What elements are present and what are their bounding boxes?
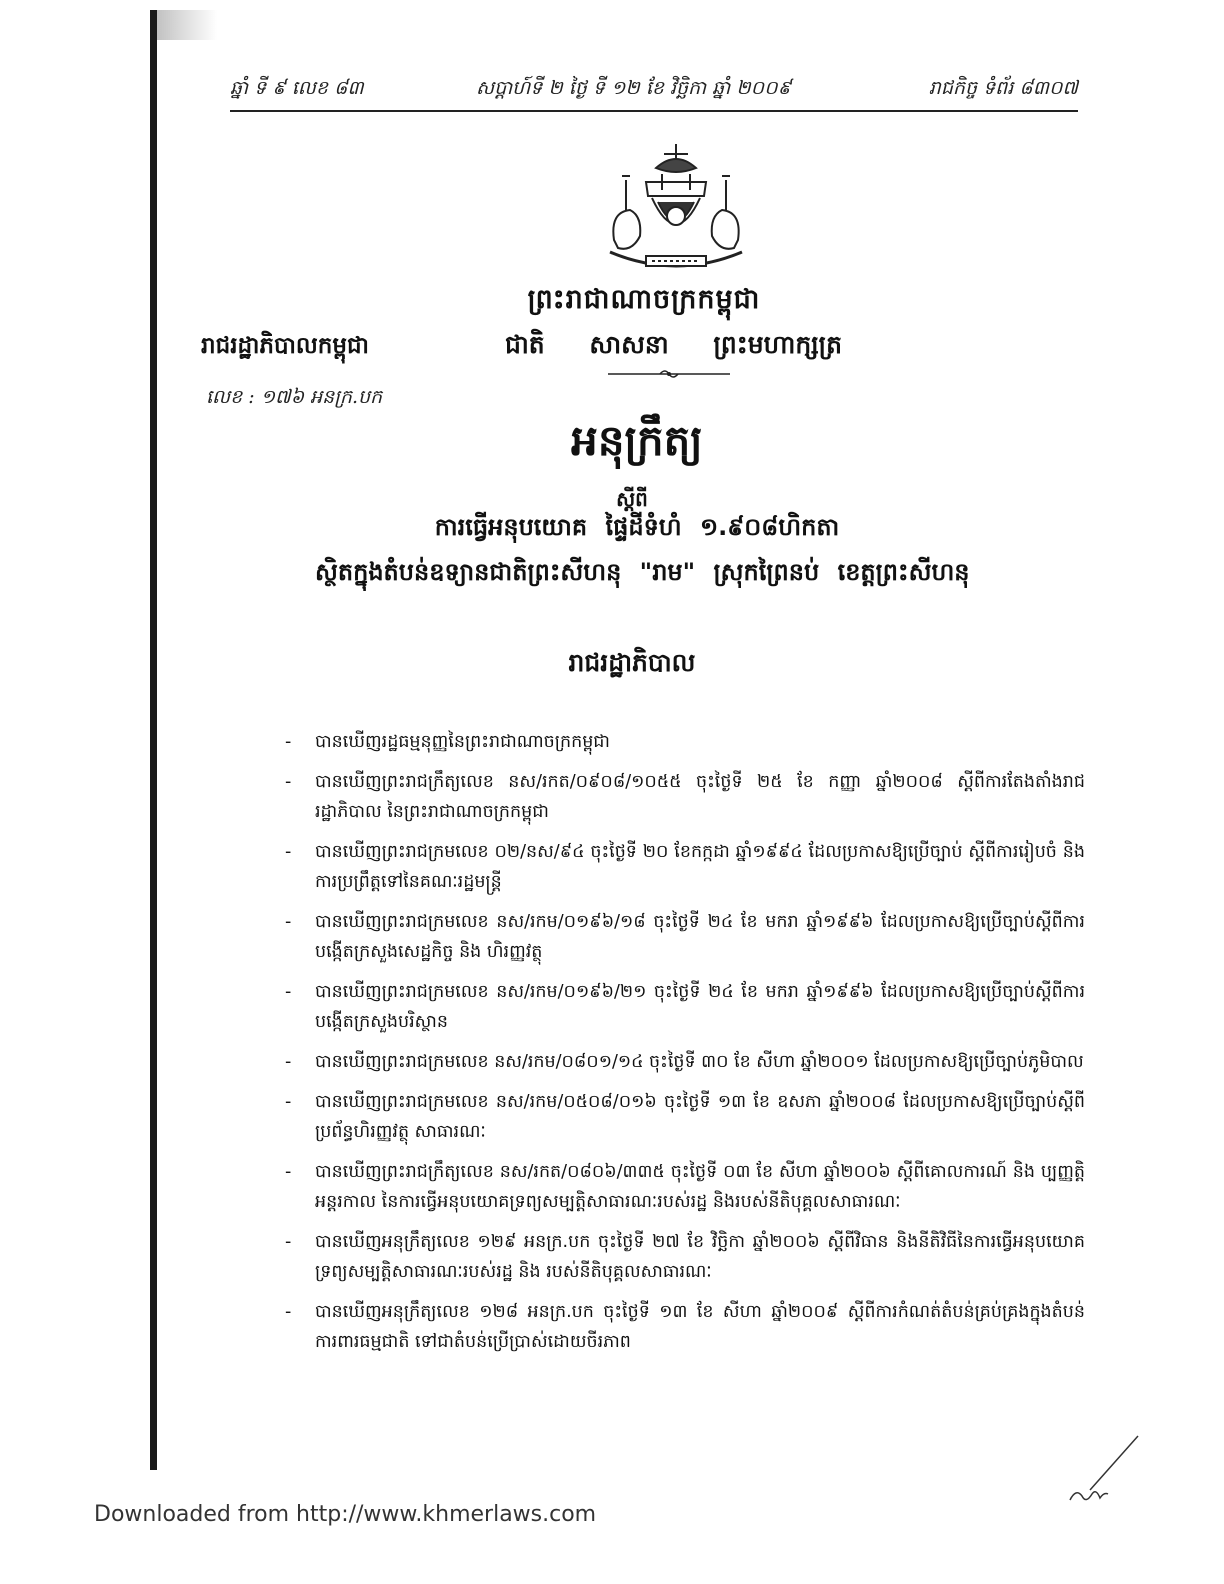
gazette-page: រាជកិច្ច ទំព័រ ៨៣០៧ bbox=[928, 77, 1078, 99]
list-item: - បានឃើញព្រះរាជក្រមលេខ នស/រកម/០៥០៨/០១៦ ចុះថ្ងៃទី ១៣ ខែ ឧសភា ឆ្នាំ២០០៨ ដែលប្រកាសឱ្យប្រើច្បាប់ស្តីពីប្រព័ន្ធហិរញ្ញវត្ថុ សាធារណៈ bbox=[285, 1092, 1085, 1142]
ornament-divider-icon bbox=[608, 368, 730, 380]
scan-edge-shadow bbox=[150, 10, 157, 1470]
list-item: - បានឃើញព្រះរាជក្រមលេខ នស/រកម/០៨០១/១៤ ចុះថ្ងៃទី ៣០ ខែ សីហា ឆ្នាំ២០០១ ដែលប្រកាសឱ្យប្រើច្បាប់ភូមិបាល bbox=[285, 1052, 1084, 1072]
about-label: ស្តីពី bbox=[616, 487, 648, 511]
list-item: - បានឃើញអនុក្រឹត្យលេខ ១២៨ អនក្រ.បក ចុះថ្ងៃទី ១៣ ខែ សីហា ឆ្នាំ២០០៩ ស្តីពីការកំណត់តំបន់គ្រប់គ្រងក្នុងតំបន់ការពារធម្មជាតិ ទៅជាតំបន់ប្រើប្រាស់ដោយចីរភាព bbox=[285, 1302, 1085, 1352]
considerations-list bbox=[285, 727, 1085, 1367]
gazette-header bbox=[230, 74, 1078, 112]
list-item: - បានឃើញព្រះរាជក្រឹត្យលេខ នស/រកត/០៩០៨/១០៥៥ ចុះថ្ងៃទី ២៥ ខែ កញ្ញា ឆ្នាំ២០០៨ ស្តីពីការតែងតាំងរាជរដ្ឋាភិបាល នៃព្រះរាជាណាចក្រកម្ពុជា bbox=[285, 772, 1085, 822]
list-item: - បានឃើញព្រះរាជក្រឹត្យលេខ នស/រកត/០៨០៦/៣៣៥ ចុះថ្ងៃទី ០៣ ខែ សីហា ឆ្នាំ២០០៦ ស្តីពីគោលការណ៍ និង ប្បញ្ញត្តិអន្តរកាល នៃការធ្វើអនុបយោគទ្រព្យសម្បត្តិសាធារណៈរបស់រដ្ឋ និងរបស់នីតិបុគ្គលសាធារណៈ bbox=[285, 1162, 1085, 1212]
decree-title-line1: ការធ្វើអនុបយោគ ផ្ទៃដីទំហំ ១.៩០៨ហិកតា bbox=[434, 513, 840, 541]
list-item: - បានឃើញព្រះរាជក្រមលេខ នស/រកម/០១៩៦/១៨ ចុះថ្ងៃទី ២៤ ខែ មករា ឆ្នាំ១៩៩៦ ដែលប្រកាសឱ្យប្រើច្បាប់ស្តីពីការបង្កើតក្រសួងសេដ្ឋកិច្ច និង ហិរញ្ញវត្ថុ bbox=[285, 912, 1085, 962]
section-heading: រាជរដ្ឋាភិបាល bbox=[568, 648, 696, 677]
list-item: - បានឃើញរដ្ឋធម្មនុញ្ញនៃព្រះរាជាណាចក្រកម្ពុជា bbox=[285, 732, 610, 752]
list-item: - បានឃើញព្រះរាជក្រមលេខ ០២/នស/៩៤ ចុះថ្ងៃទី ២០ ខែកក្កដា ឆ្នាំ១៩៩៤ ដែលប្រកាសឱ្យប្រើច្បាប់ ស្តីពីការរៀបចំ និង ការប្រព្រឹត្តទៅនៃគណៈរដ្ឋមន្ត្រី bbox=[285, 842, 1085, 892]
decree-title-line2: ស្ថិតក្នុងតំបន់ឧទ្យានជាតិព្រះសីហនុ "រាម" ស្រុកព្រៃនប់ ខេត្តព្រះសីហនុ bbox=[315, 558, 970, 586]
initials-signature-icon bbox=[1060, 1432, 1150, 1512]
reference-number: លេខ : ១៧៦ អនក្រ.បក bbox=[206, 386, 383, 408]
issuer-name: រាជរដ្ឋាភិបាលកម្ពុជា bbox=[201, 333, 369, 359]
royal-coat-of-arms-icon bbox=[596, 140, 756, 280]
kingdom-name: ព្រះរាជាណាចក្រកម្ពុជា bbox=[527, 284, 761, 315]
national-motto: ជាតិ សាសនា ព្រះមហាក្សត្រ bbox=[505, 330, 842, 359]
list-item: - បានឃើញអនុក្រឹត្យលេខ ១២៩ អនក្រ.បក ចុះថ្ងៃទី ២៧ ខែ វិច្ឆិកា ឆ្នាំ២០០៦ ស្តីពីវិធាន និងនីតិវិធីនៃការធ្វើអនុបយោគទ្រព្យសម្បត្តិសាធារណៈរបស់រដ្ឋ និង របស់នីតិបុគ្គលសាធារណៈ bbox=[285, 1232, 1085, 1282]
scan-smudge bbox=[157, 10, 217, 40]
download-source-footer: Downloaded from http://www.khmerlaws.com bbox=[94, 1502, 597, 1527]
gazette-date: សប្តាហ៍ទី ២ ថ្ងៃ ទី ១២ ខែ វិច្ឆិកា ឆ្នាំ ២០០៩ bbox=[476, 77, 792, 99]
list-item: - បានឃើញព្រះរាជក្រមលេខ នស/រកម/០១៩៦/២១ ចុះថ្ងៃទី ២៤ ខែ មករា ឆ្នាំ១៩៩៦ ដែលប្រកាសឱ្យប្រើច្បាប់ស្តីពីការបង្កើតក្រសួងបរិស្ថាន bbox=[285, 982, 1085, 1032]
document-type: អនុក្រឹត្យ bbox=[571, 416, 703, 465]
gazette-year-issue: ឆ្នាំ ទី ៩ លេខ ៨៣ bbox=[230, 77, 364, 99]
